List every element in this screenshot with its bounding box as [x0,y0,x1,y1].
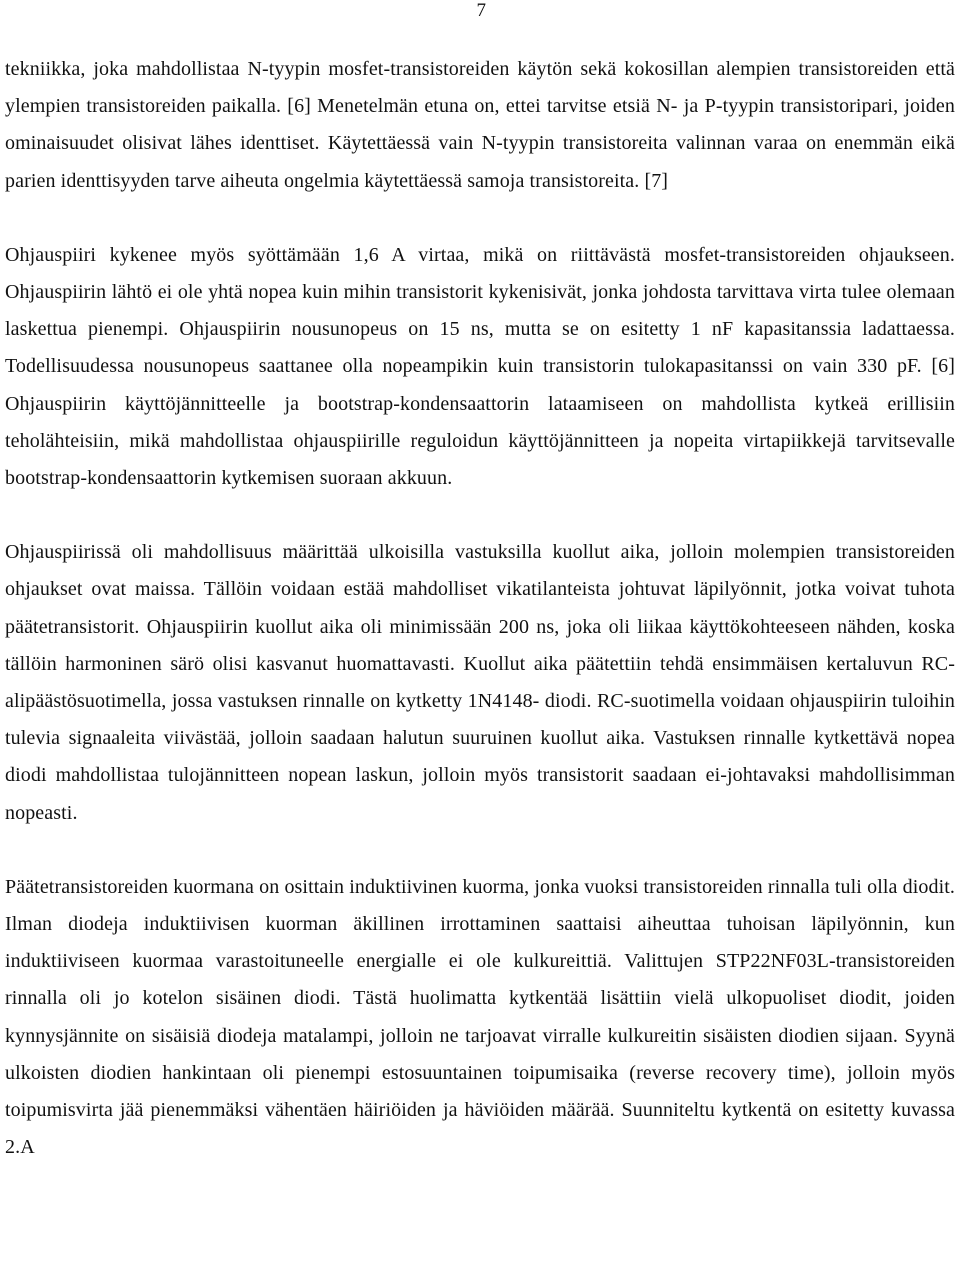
paragraph-dead-time: Ohjauspiirissä oli mahdollisuus määrittää ulkoisilla vastuksilla kuollut aika, jolloin molempien transistoreiden ohjaukset ovat maissa. Tällöin voidaan estää mahdolliset vikatilanteista johtuvat läpilyönnit, jotka voivat tuhota päätetransistorit. Ohjauspiirin kuollut aika oli minimissään 200 ns, joka oli liikaa käyttökohteeseen nähden, koska tällöin harmoninen särö olisi kasvanut huomattavasti. Kuollut aika päätettiin tehdä ensimmäisen kertaluvun RC-alipäästösuotimella, jossa vastuksen rinnalle on kytketty 1N4148- diodi. RC-suotimella voidaan ohjauspiirin tuloihin tulevia signaaleita viivästää, jolloin saadaan halutun suuruinen kuollut aika. Vastuksen rinnalle kytkettävä nopea diodi mahdollistaa tulojännitteen nopean laskun, jolloin myös transistorit saadaan ei-johtavaksi mahdollisimman nopeasti. [5,541,955,824]
page-number: 7 [476,0,486,21]
paragraph-output-diodes: Päätetransistoreiden kuormana on osittain induktiivinen kuorma, jonka vuoksi transistoreiden rinnalla tuli olla diodit. Ilman diodeja induktiivisen kuorman äkillinen irrottaminen saattaisi aiheuttaa tuhoisan läpilyönnin, kun induktiiviseen kuormaa varastoituneelle energialle ei ole kulkureittiä. Valittujen STP22NF03L-transistoreiden rinnalla oli jo kotelon sisäinen diodi. Tästä huolimatta kytkentää lisättiin vielä ulkopuoliset diodit, joiden kynnysjännite on sisäisiä diodeja matalampi, jolloin ne tarjoavat virralle kulkureitin sisäisten diodien sijaan. Syynä ulkoisten diodien hankintaan oli pienempi estosuuntainen toipumisaika (reverse recovery time), jolloin myös toipumisvirta jää pienemmäksi vähentäen häiriöiden ja häviöiden määrää. Suunniteltu kytkentä on esitetty kuvassa 2.A [5,875,955,1159]
paragraph-driver-current: Ohjauspiiri kykenee myös syöttämään 1,6 A virtaa, mikä on riittävästä mosfet-transistoreiden ohjaukseen. Ohjauspiirin lähtö ei ole yhtä nopea kuin mihin transistorit kykenisivät, jonka johdosta tarvittava virta tulee olemaan laskettua pienempi. Ohjauspiirin nousunopeus on 15 ns, mutta se on esitetty 1 nF kapasitanssia ladattaessa. Todellisuudessa nousunopeus saattanee olla nopeampikin kuin transistorin tulokapasitanssi on vain 330 pF. [6] Ohjauspiirin käyttöjännitteelle ja bootstrap-kondensaattorin lataamiseen on mahdollista kytkeä erillisiin teholähteisiin, mikä mahdollistaa ohjauspiirille reguloidun käyttöjännitteen ja nopeita virtapiikkejä tarvitsevalle bootstrap-kondensaattorin kytkemisen suoraan akkuun. [5,243,955,490]
document-body [5,51,955,1166]
paragraph-mosfet-technique: tekniikka, joka mahdollistaa N-tyypin mosfet-transistoreiden käytön sekä kokosillan alempien transistoreiden että ylempien transistoreiden paikalla. [6] Menetelmän etuna on, ettei tarvitse etsiä N- ja P-tyypin transistoripari, joiden ominaisuudet olisivat lähes identtiset. Käytettäessä vain N-tyypin transistoreita valinnan varaa on enemmän eikä parien identtisyyden tarve aiheuta ongelmia käytettäessä samoja transistoreita. [7] [5,58,955,192]
